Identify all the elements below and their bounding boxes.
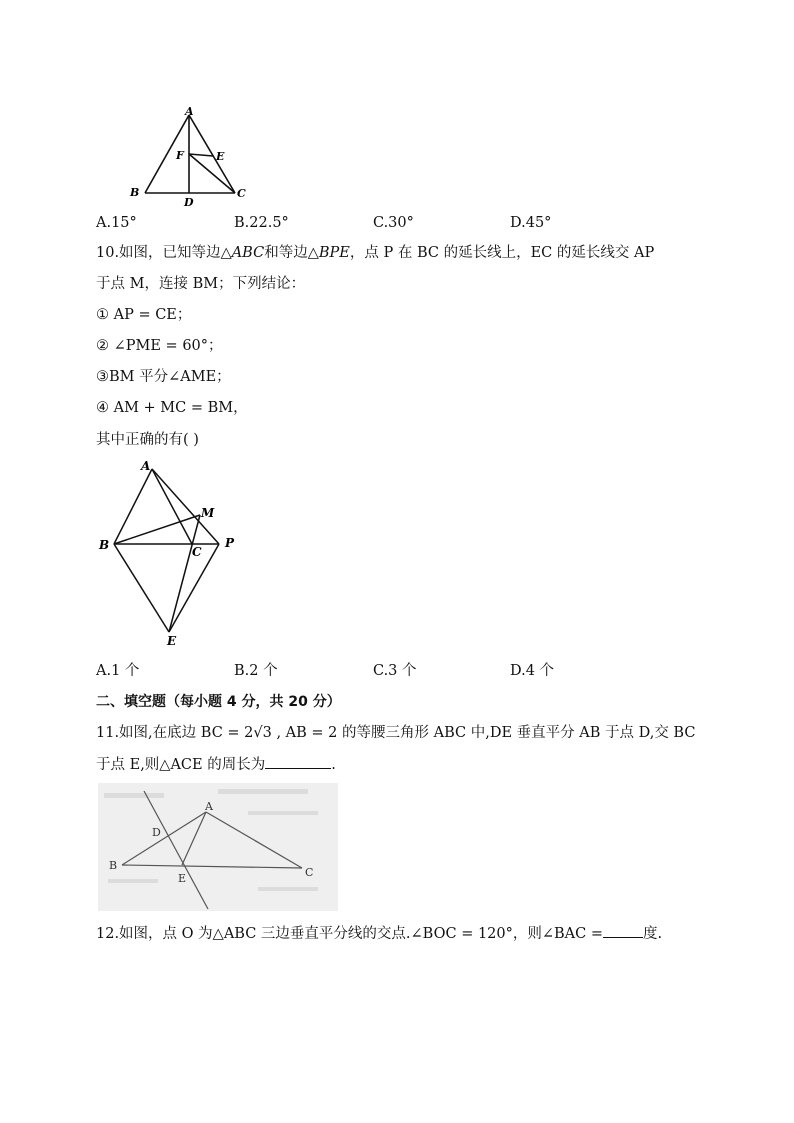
figure-q9	[125, 105, 255, 215]
segment-em	[169, 515, 200, 632]
q10-line1-post: ，点 P 在 BC 的延长线上，EC 的延长线交 AP	[349, 245, 655, 261]
label-d: D	[184, 196, 194, 209]
scan-noise	[104, 793, 164, 798]
q9-option-a: A.15°	[96, 215, 137, 231]
q10-conclusion-1: ① AP = CE；	[96, 307, 192, 323]
label-b: B	[130, 186, 140, 199]
q12-text-post: 度.	[643, 926, 663, 942]
q10-tri-abc: △ABC	[220, 245, 265, 261]
q10-line1-pre: 10.如图，已知等边	[96, 245, 221, 261]
label-b: B	[99, 538, 110, 552]
label-f: F	[176, 149, 184, 162]
label-e: E	[167, 634, 177, 648]
q12-text: 12.如图，点 O 为△ABC 三边垂直平分线的交点.∠BOC = 120°，则∠BAC =	[96, 926, 604, 942]
q10-conclusion-3: ③BM 平分∠AME；	[96, 369, 231, 385]
q10-option-c: C.3 个	[373, 663, 417, 679]
label-d: D	[152, 826, 161, 839]
q10-option-a: A.1 个	[96, 663, 140, 679]
q10-conclusion-2: ② ∠PME = 60°；	[96, 338, 223, 354]
q11-line1: 11.如图,在底边 BC = 2√3 , AB = 2 的等腰三角形 ABC 中,DE 垂直平分 AB 于点 D,交 BC	[96, 725, 696, 741]
scan-noise	[108, 879, 158, 883]
q10-conclusion-4: ④ AM + MC = BM，	[96, 400, 248, 416]
q9-option-d: D.45°	[510, 215, 552, 231]
q11-line2-text: 于点 E,则△ACE 的周长为	[96, 757, 266, 773]
q10-line1-mid: 和等边	[264, 245, 308, 261]
label-c: C	[237, 187, 246, 200]
q10-option-b: B.2 个	[234, 663, 278, 679]
label-e: E	[178, 872, 187, 885]
scan-noise	[258, 887, 318, 891]
q9-option-c: C.30°	[373, 215, 414, 231]
q10-option-d: D.4 个	[510, 663, 555, 679]
label-a: A	[141, 459, 151, 473]
q12-line	[96, 923, 662, 944]
segment-be	[114, 544, 169, 632]
label-a: A	[185, 105, 194, 118]
label-m: M	[201, 506, 215, 520]
q10-tri-bpe: △BPE	[307, 245, 350, 261]
label-e: E	[216, 150, 225, 163]
q11-line2: 于点 E,则△ACE 的周长为 .	[96, 754, 336, 775]
q10-question: 其中正确的有( )	[96, 432, 199, 448]
label-c: C	[305, 866, 314, 879]
q10-line2: 于点 M，连接 BM；下列结论：	[96, 276, 306, 292]
q9-option-b: B.22.5°	[234, 215, 289, 231]
scan-background	[98, 783, 338, 911]
label-b: B	[109, 859, 118, 872]
q10-line1	[96, 243, 654, 263]
label-a: A	[205, 800, 213, 813]
segment-fc	[189, 154, 235, 193]
figure-q10	[95, 455, 245, 650]
scan-noise	[248, 811, 318, 815]
answer-blank	[603, 923, 643, 938]
answer-blank	[265, 754, 331, 769]
figure-q11	[98, 783, 338, 911]
scan-noise	[218, 789, 308, 794]
segment-fe	[189, 154, 213, 156]
label-c: C	[192, 545, 202, 559]
label-p: P	[225, 536, 235, 550]
section-heading: 二、填空题（每小题 4 分，共 20 分）	[96, 694, 341, 710]
